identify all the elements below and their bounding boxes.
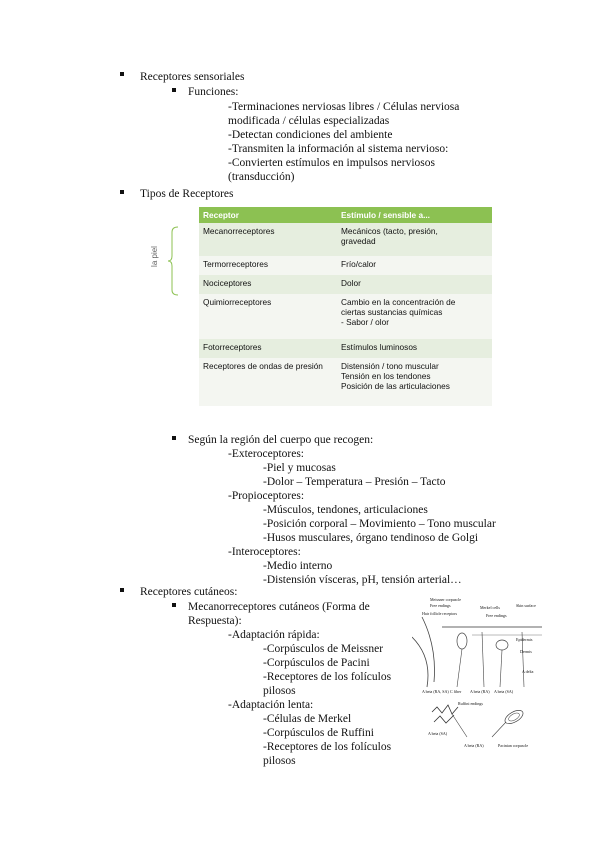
cell-line: Posición de las articulaciones xyxy=(341,381,450,391)
propioceptores-title: -Propioceptores: xyxy=(228,490,305,502)
figure-label: Dermis xyxy=(520,649,532,654)
table-cell: Mecanorreceptores xyxy=(203,226,275,236)
text-line: -Receptores de los folículos xyxy=(263,671,392,683)
table-cell: Termorreceptores xyxy=(203,259,269,269)
receptores-table xyxy=(199,207,492,406)
table-row xyxy=(199,256,492,275)
text-line: pilosos xyxy=(263,755,296,767)
text-line: -Transmiten la información al sistema nervioso: xyxy=(228,143,449,155)
text-line: -Medio interno xyxy=(263,560,333,572)
cell-line: ciertas sustancias químicas xyxy=(341,307,443,317)
interoceptores-title: -Interoceptores: xyxy=(228,546,301,558)
cell-line: Cambio en la concentración de xyxy=(341,297,456,307)
bullet xyxy=(120,588,124,592)
text-line: -Posición corporal – Movimiento – Tono muscular xyxy=(263,518,496,530)
figure-label: A beta (RA) xyxy=(470,689,490,694)
cell-line: Mecánicos (tacto, presión, xyxy=(341,226,438,236)
table-cell: Estímulos luminosos xyxy=(341,342,418,352)
figure-label: Ruffini endings xyxy=(458,701,483,706)
bullet xyxy=(172,603,176,607)
text-line: -Husos musculares, órgano tendinoso de Golgi xyxy=(263,532,479,544)
table-row xyxy=(199,275,492,294)
heading-receptores-sensoriales: Receptores sensoriales xyxy=(140,71,245,83)
table-cell: Frío/calor xyxy=(341,259,377,269)
text-line: -Detectan condiciones del ambiente xyxy=(228,129,393,141)
figure-label: A beta (RA, SA) xyxy=(422,689,449,694)
cell-line: gravedad xyxy=(341,236,376,246)
cell-line: Tensión en los tendones xyxy=(341,371,431,381)
exteroceptores-title: -Exteroceptores: xyxy=(228,448,304,460)
figure-label: A beta (SA) xyxy=(494,689,514,694)
la-piel-label: la piel xyxy=(149,246,159,267)
subheading-mecanorreceptores: Mecanorreceptores cutáneos (Forma de xyxy=(188,601,370,613)
table-row xyxy=(199,358,492,406)
text-line: -Corpúsculos de Pacini xyxy=(263,657,370,669)
text-line: -Corpúsculos de Meissner xyxy=(263,643,384,655)
bullet xyxy=(172,88,176,92)
slow-title: -Adaptación lenta: xyxy=(228,699,314,711)
text-line: -Músculos, tendones, articulaciones xyxy=(263,504,428,516)
heading-receptores-cutaneos: Receptores cutáneos: xyxy=(140,586,238,598)
cell-line: - Sabor / olor xyxy=(341,317,389,327)
subheading-mecanorreceptores-cont: Respuesta): xyxy=(188,615,242,627)
table-cell xyxy=(337,223,492,256)
figure-label: Epidermis xyxy=(516,637,533,642)
text-line: -Terminaciones nerviosas libres / Células nerviosa xyxy=(228,101,460,113)
text-line: -Convierten estímulos en impulsos nerviosos xyxy=(228,157,435,169)
figure-label: Hair follicle receptors xyxy=(422,611,458,616)
text-line: -Corpúsculos de Ruffini xyxy=(263,727,374,739)
text-line: -Distensión vísceras, pH, tensión arterial… xyxy=(263,574,462,586)
bullet xyxy=(120,190,124,194)
figure-label: A beta (RA) xyxy=(464,743,484,748)
text-line: -Piel y mucosas xyxy=(263,462,336,474)
heading-tipos-receptores: Tipos de Receptores xyxy=(140,188,234,200)
bullet xyxy=(172,436,176,440)
bracket-icon xyxy=(150,226,180,296)
la-piel-bracket xyxy=(150,226,180,296)
table-cell: Fotorreceptores xyxy=(203,342,262,352)
table-row xyxy=(199,223,492,256)
table-cell xyxy=(337,358,492,406)
text-line: -Receptores de los folículos xyxy=(263,741,392,753)
figure-label: C fiber xyxy=(450,689,462,694)
figure-label: Skin surface xyxy=(516,603,536,608)
figure-label: A beta (SA) xyxy=(428,731,448,736)
figure-label: Free endings xyxy=(486,613,507,618)
text-line: pilosos xyxy=(263,685,296,697)
figure-label: Meissner corpuscle xyxy=(430,597,461,602)
table-cell: Nociceptores xyxy=(203,278,252,288)
table-header-cell: Receptor xyxy=(203,210,239,220)
table-cell: Dolor xyxy=(341,278,361,288)
table-header-row xyxy=(199,207,492,223)
cell-line: Distensión / tono muscular xyxy=(341,361,439,371)
table-row xyxy=(199,339,492,358)
bullet xyxy=(120,72,124,76)
figure-label: A delta xyxy=(522,669,534,674)
text-line: -Células de Merkel xyxy=(263,713,352,725)
text-line: -Dolor – Temperatura – Presión – Tacto xyxy=(263,476,446,488)
figure-label: Merkel cells xyxy=(480,605,500,610)
rapid-title: -Adaptación rápida: xyxy=(228,629,320,641)
text-line: (transducción) xyxy=(228,171,295,183)
table-header-cell: Estímulo / sensible a... xyxy=(341,210,430,220)
table-cell: Quimiorreceptores xyxy=(203,297,272,307)
subheading-funciones: Funciones: xyxy=(188,86,239,98)
subheading-region: Según la región del cuerpo que recogen: xyxy=(188,434,374,446)
table-row xyxy=(199,294,492,339)
text-line: modificada / células especializadas xyxy=(228,115,390,127)
table-cell: Receptores de ondas de presión xyxy=(203,361,323,371)
table-cell xyxy=(337,294,492,339)
figure-label: Free endings xyxy=(430,603,451,608)
figure-label: Pacinian corpuscle xyxy=(498,743,529,748)
skin-receptors-figure xyxy=(412,597,542,755)
